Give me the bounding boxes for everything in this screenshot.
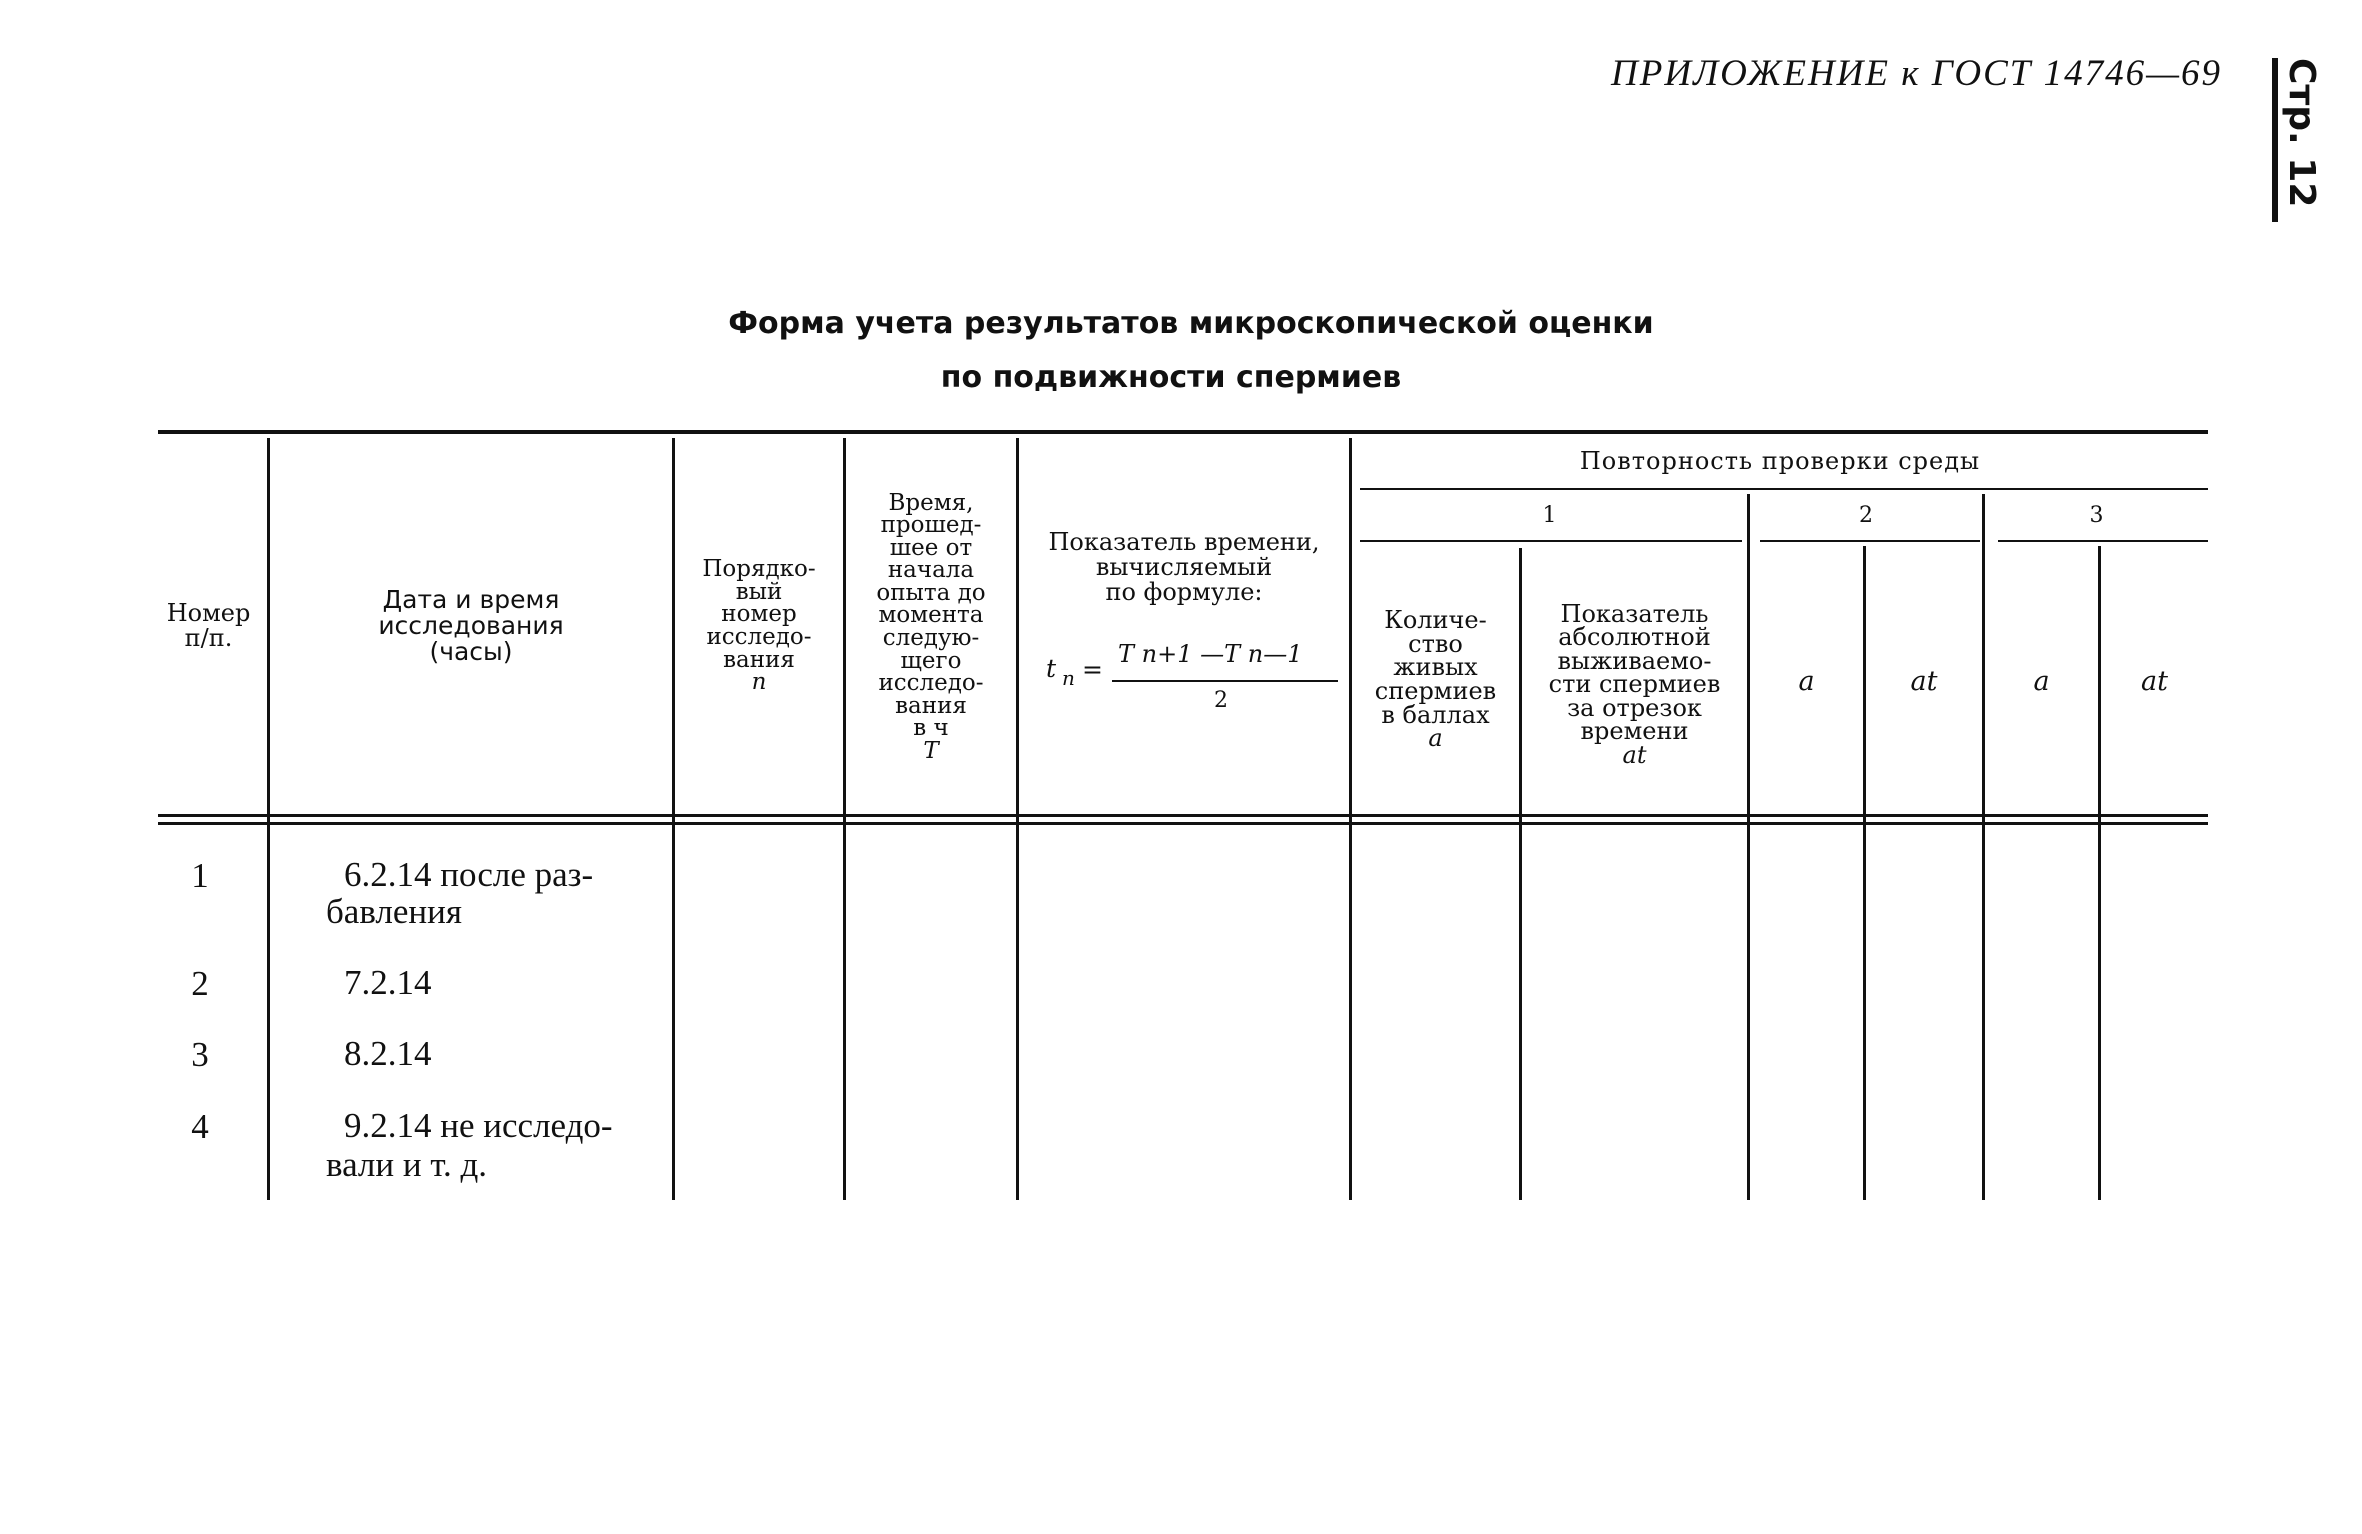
header-repeat-checks: Повторность проверки среды bbox=[1579, 447, 1981, 476]
header-divider-lower bbox=[158, 822, 2208, 825]
formula-numerator: T n+1 —T n—1 bbox=[1118, 640, 1303, 668]
form-title-line-1: Форма учета результатов микроскопической оценки bbox=[728, 306, 1654, 341]
header-divider-upper bbox=[158, 814, 2208, 817]
header-elapsed-time: Время, прошед- шее от начала опыта до момента следую- щего исследо- вания в ч T bbox=[876, 489, 986, 764]
row-date-line-1: 9.2.14 не исследо- bbox=[344, 1106, 613, 1145]
formula-fraction-bar bbox=[1112, 680, 1338, 682]
group-1-rule bbox=[1360, 540, 1742, 542]
header-group-2: 2 bbox=[1859, 503, 1873, 529]
header-time-indicator: Показатель времени, вычисляемый по формуле: bbox=[1048, 528, 1320, 607]
formula-lhs-subscript: n bbox=[1062, 666, 1075, 690]
col-rule-9 bbox=[1982, 494, 1985, 1200]
header-group-1: 1 bbox=[1542, 503, 1557, 529]
repeat-group-rule bbox=[1360, 488, 2208, 490]
page-number: Стр. 12 bbox=[2281, 58, 2322, 208]
header-a-group-2: a bbox=[1798, 665, 1815, 697]
form-title-line-2: по подвижности спермиев bbox=[940, 360, 1402, 395]
group-2-rule bbox=[1760, 540, 1980, 542]
header-group-3: 3 bbox=[2089, 503, 2104, 529]
formula-lhs: t bbox=[1046, 654, 1057, 683]
header-sequence-number: Порядко- вый номер исследо- вания n bbox=[702, 556, 816, 696]
row-date-line-1: 6.2.14 после раз- bbox=[344, 855, 594, 894]
row-date-line-1: 8.2.14 bbox=[344, 1034, 432, 1073]
header-date: Дата и время исследования (часы) bbox=[378, 584, 564, 667]
row-date-line-1: 7.2.14 bbox=[344, 963, 432, 1002]
header-number: Номер п/п. bbox=[166, 598, 251, 652]
header-at-group-3: at bbox=[2141, 665, 2168, 697]
document-reference: ПРИЛОЖЕНИЕ к ГОСТ 14746—69 bbox=[1611, 53, 2222, 94]
header-absolute-survival: Показатель абсолютной выживаемо- сти спермиев за отрезок времени at bbox=[1548, 599, 1721, 769]
formula-denominator: 2 bbox=[1214, 688, 1228, 713]
row-number: 4 bbox=[191, 1107, 209, 1146]
table-top-rule bbox=[158, 430, 2208, 434]
formula-equals: = bbox=[1082, 655, 1103, 684]
row-date-line-2: бавления bbox=[326, 892, 462, 931]
row-number: 1 bbox=[191, 856, 209, 895]
page-number-tab bbox=[2272, 58, 2322, 222]
col-rule-5 bbox=[1349, 438, 1352, 1200]
header-live-count: Количе- ство живых спермиев в баллах a bbox=[1374, 606, 1497, 753]
header-a-group-3: a bbox=[2033, 665, 2050, 697]
col-rule-10 bbox=[2098, 546, 2101, 1200]
header-at-group-2: at bbox=[1910, 665, 1938, 697]
row-date-line-2: вали и т. д. bbox=[326, 1145, 488, 1184]
row-number: 2 bbox=[191, 964, 209, 1003]
group-3-rule bbox=[1998, 540, 2208, 542]
row-number: 3 bbox=[191, 1035, 209, 1074]
col-rule-7 bbox=[1747, 494, 1750, 1200]
col-rule-8 bbox=[1863, 546, 1866, 1200]
